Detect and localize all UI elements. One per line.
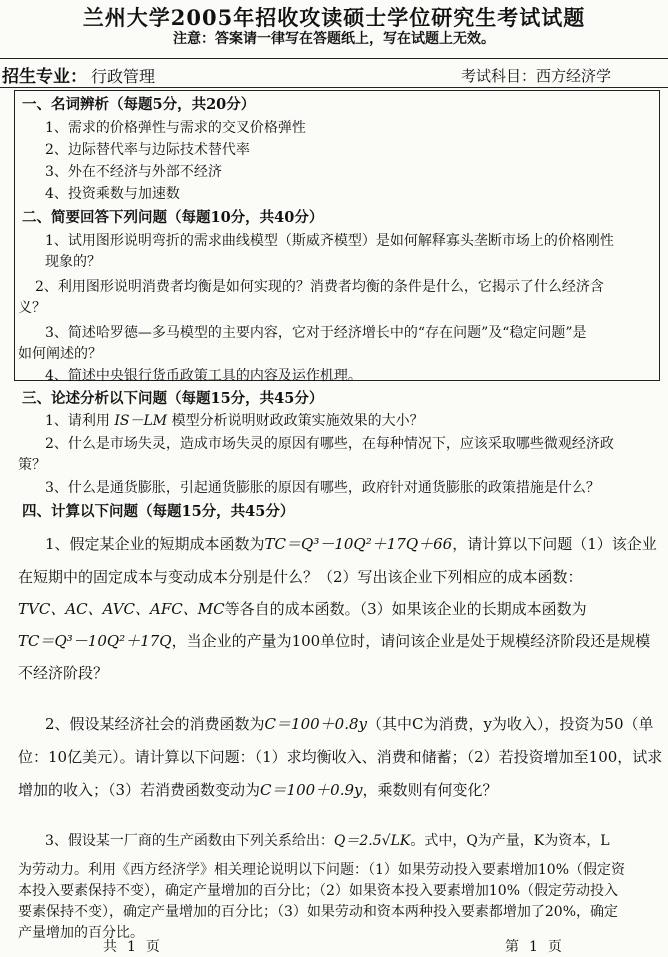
s1-item-3: 3、外在不经济与外部不经济 — [45, 164, 222, 180]
header-rule-bottom — [0, 87, 668, 88]
section-3-heading: 三、论述分析以下问题（每题15分，共45分） — [22, 390, 324, 407]
s4-c1-l1-pre: 1、假定某企业的短期成本函数为 — [45, 535, 265, 553]
section-4-heading: 四、计算以下问题（每题15分，共45分） — [22, 503, 295, 520]
s1-item-1: 1、需求的价格弹性与需求的交叉价格弹性 — [45, 120, 306, 136]
s4-c3-l1-pre: 3、假设某一厂商的生产函数由下列关系给出： — [45, 833, 334, 849]
s4-c2-l3-post: ，乘数则有何变化？ — [362, 781, 498, 799]
s3-q3: 3、什么是通货膨胀，引起通货膨胀的原因有哪些，政府针对通货膨胀的政策措施是什么？ — [45, 480, 600, 496]
s2-q1-line1: 1、试用图形说明弯折的需求曲线模型（斯威齐模型）是如何解释寡头垄断市场上的价格刚性 — [45, 233, 614, 249]
s3-q1-post: 模型分析说明财政政策实施效果的大小？ — [171, 413, 424, 429]
s4-c1-l3-post: 等各自的成本函数。（3）如果该企业的长期成本函数为 — [224, 600, 587, 618]
s4-c2-l1-post: （其中C为消费，y为收入），投资为50（单 — [366, 715, 654, 733]
exam-notice: 注意：答案请一律写在答题纸上，写在试题上无效。 — [173, 31, 495, 47]
s4-c3-line2: 为劳动力。利用《西方经济学》相关理论说明以下问题：（1）如果劳动投入要素增加10%（假定资 — [18, 862, 626, 878]
s2-q2-line1: 2、利用图形说明消费者均衡是如何实现的？消费者均衡的条件是什么，它揭示了什么经济含 — [35, 279, 604, 295]
exam-subject: 考试科目：西方经济学 — [461, 67, 612, 85]
consumption-formula-2: C＝100＋0.9y — [260, 781, 363, 799]
s4-c3-l1-post: 。式中，Q为产量，K为资本，L — [410, 833, 610, 849]
s2-q1-line2: 现象的？ — [45, 254, 101, 270]
s4-c2-line2: 位：10亿美元）。请计算以下问题：（1）求均衡收入、消费和储蓄；（2）若投资增加至100，试求 — [18, 748, 663, 766]
s4-c1-line5: 不经济阶段？ — [18, 664, 109, 682]
s2-q4: 4、简述中央银行货币政策工具的内容及运作机理。 — [45, 368, 362, 384]
page-total: 共1页 — [103, 939, 170, 955]
s2-q3-line1: 3、简述哈罗德—多马模型的主要内容，它对于经济增长中的“存在问题”及“稳定问题”是 — [45, 325, 587, 341]
s1-item-4: 4、投资乘数与加速数 — [45, 186, 180, 202]
page-number: 第1页 — [505, 939, 572, 955]
s4-c3-line1 — [45, 830, 610, 850]
s3-q1 — [45, 410, 424, 430]
header-rule-top — [0, 58, 668, 59]
major-value: 行政管理 — [91, 67, 156, 86]
s4-c1-line1 — [45, 533, 657, 554]
s4-c1-line3 — [18, 598, 587, 619]
s3-q1-pre: 1、请利用 — [45, 413, 110, 429]
s4-c3-line3: 本投入要素保持不变），确定产量增加的百分比；（2）如果资本投入要素增加10%（假定劳动投入 — [18, 883, 619, 899]
major-line — [2, 62, 155, 87]
s4-c2-l1-pre: 2、假设某经济社会的消费函数为 — [45, 715, 265, 733]
s4-c2-l3-pre: 增加的收入；（3）若消费函数变动为 — [18, 781, 261, 799]
s2-q3-line2: 如何阐述的？ — [18, 346, 102, 362]
section-1-heading: 一、名词辨析（每题5分，共20分） — [22, 96, 256, 113]
s4-c1-line4 — [18, 630, 650, 651]
cost-functions-list: TVC、AC、AVC、AFC、MC — [18, 600, 225, 618]
s3-q2-line1: 2、什么是市场失灵，造成市场失灵的原因有哪些，在每种情况下，应该采取哪些微观经济政 — [45, 436, 614, 452]
short-run-cost-formula: TC＝Q³－10Q²＋17Q＋66 — [264, 535, 453, 553]
s4-c1-l4-post: ，当企业的产量为100单位时，请问该企业是处于规模经济阶段还是规模 — [171, 632, 651, 650]
s4-c3-line5: 产量增加的百分比。 — [18, 925, 144, 941]
s4-c2-line3 — [18, 779, 498, 800]
production-formula: Q＝2.5√LK — [333, 833, 411, 849]
s3-q2-line2: 策？ — [18, 457, 46, 473]
s4-c2-line1 — [45, 713, 654, 734]
long-run-cost-formula: TC＝Q³－10Q²＋17Q — [18, 632, 172, 650]
is-lm-model: IS－LM — [114, 413, 168, 429]
s4-c1-l1-post: ，请计算以下问题（1）该企业 — [452, 535, 657, 553]
exam-title: 兰州大学2005年招收攻读硕士学位研究生考试试题 — [82, 5, 586, 30]
s1-item-2: 2、边际替代率与边际技术替代率 — [45, 142, 250, 158]
s2-q2-line2: 义？ — [18, 300, 46, 316]
s4-c1-line2: 在短期中的固定成本与变动成本分别是什么？（2）写出该企业下列相应的成本函数： — [18, 568, 583, 586]
s4-c3-line4: 要素保持不变），确定产量增加的百分比；（3）如果劳动和资本两种投入要素都增加了20%，确定 — [18, 904, 619, 920]
consumption-formula-1: C＝100＋0.8y — [264, 715, 367, 733]
major-label: 招生专业： — [2, 67, 87, 87]
section-2-heading: 二、简要回答下列问题（每题10分，共40分） — [22, 209, 324, 226]
